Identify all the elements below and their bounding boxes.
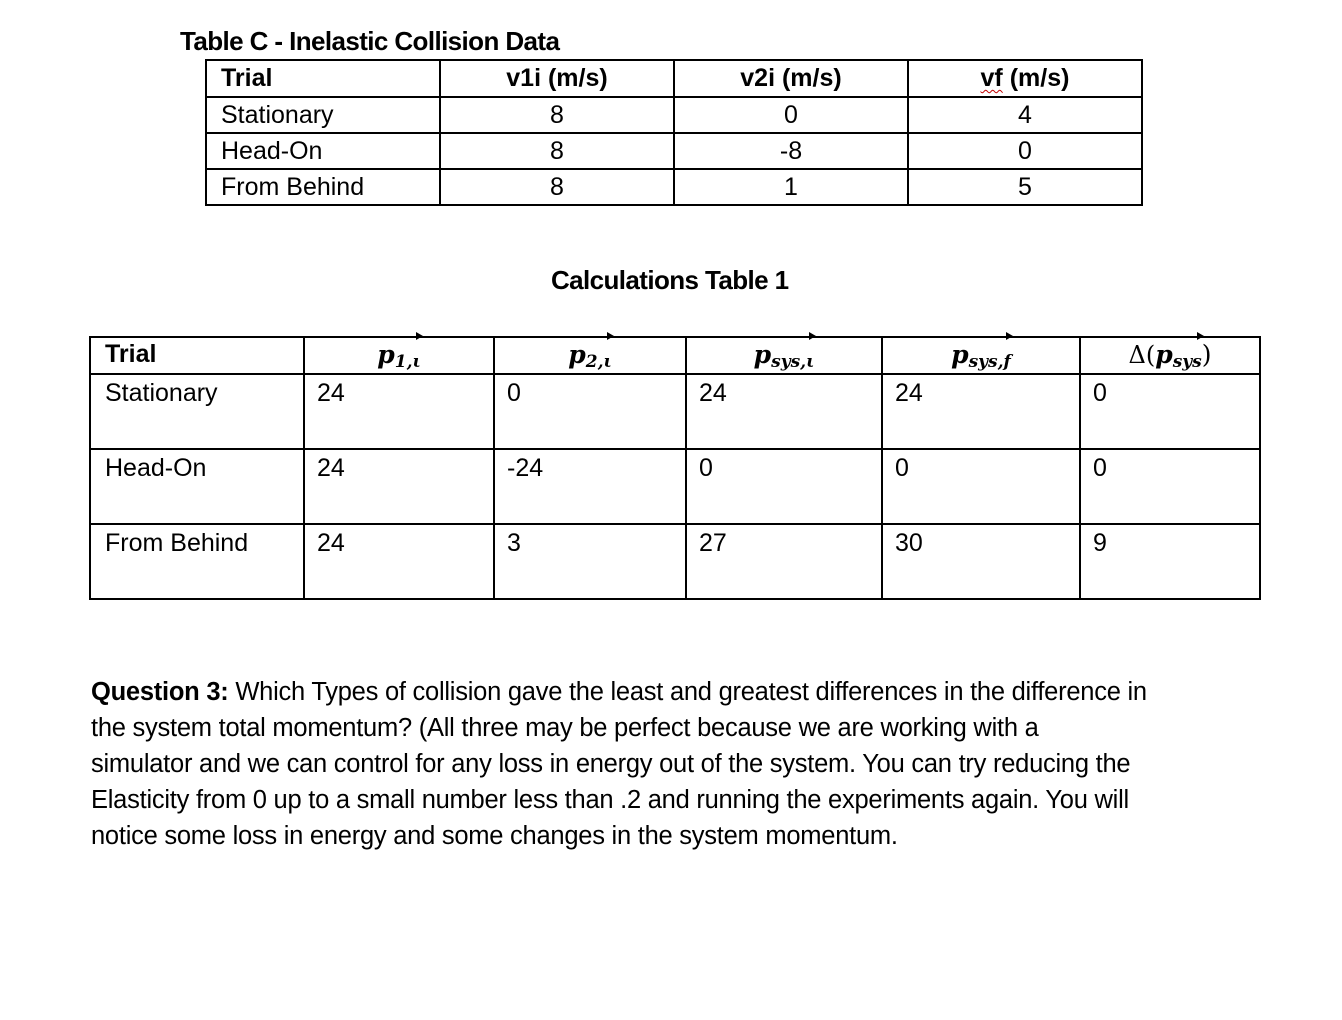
momentum-vector-p2i: [568, 342, 611, 371]
cell-p1i: 24: [304, 374, 494, 449]
momentum-vector-psys-i: [754, 342, 815, 371]
cell-psys-i: 0: [686, 449, 882, 524]
header-psys-i: [686, 337, 882, 374]
header-p1i: [304, 337, 494, 374]
calculations-table-1: [89, 336, 1261, 600]
cell-vf: 5: [908, 169, 1142, 205]
cell-psys-i: 24: [686, 374, 882, 449]
cell-delta-psys: 0: [1080, 374, 1260, 449]
header-vf: [908, 60, 1142, 97]
cell-p1i: 24: [304, 524, 494, 599]
calc-table-title: Calculations Table 1: [551, 265, 789, 295]
vector-arrow-icon: [951, 336, 1011, 337]
cell-vf: 4: [908, 97, 1142, 133]
cell-trial: Head-On: [90, 449, 304, 524]
spellcheck-underlined-vf: vf: [980, 64, 1003, 92]
table-c-header-row: [206, 60, 1142, 97]
momentum-vector-psys-f: [951, 342, 1011, 371]
cell-psys-i: 27: [686, 524, 882, 599]
table-row: [90, 374, 1260, 449]
table-row: [206, 97, 1142, 133]
subscript: 1,ι: [394, 352, 421, 372]
question-line: [91, 674, 1281, 710]
symbol-p: p: [568, 340, 586, 369]
cell-delta-psys: 9: [1080, 524, 1260, 599]
delta-symbol: Δ(: [1128, 341, 1156, 369]
subscript: sys: [1172, 352, 1202, 372]
cell-trial: From Behind: [206, 169, 440, 205]
symbol-p: p: [753, 340, 772, 369]
table-row: [206, 169, 1142, 205]
vector-arrow-icon: [568, 336, 611, 337]
cell-trial: Head-On: [206, 133, 440, 169]
cell-p2i: 3: [494, 524, 686, 599]
cell-v1i: 8: [440, 97, 674, 133]
cell-delta-psys: 0: [1080, 449, 1260, 524]
question-label: Question 3:: [91, 678, 229, 706]
header-delta-psys: [1080, 337, 1260, 374]
vector-arrow-icon: [377, 336, 420, 337]
calc-header-row: [90, 337, 1260, 374]
cell-p1i: 24: [304, 449, 494, 524]
header-psys-f: [882, 337, 1080, 374]
cell-v2i: 0: [674, 97, 908, 133]
symbol-p: p: [377, 340, 395, 369]
cell-vf: 0: [908, 133, 1142, 169]
header-trial: Trial: [206, 60, 440, 97]
cell-psys-f: 0: [882, 449, 1080, 524]
header-v2i: v2i (m/s): [674, 60, 908, 97]
header-trial: Trial: [90, 337, 304, 374]
cell-v2i: 1: [674, 169, 908, 205]
cell-p2i: -24: [494, 449, 686, 524]
momentum-vector-psys: [1155, 342, 1202, 371]
cell-trial: From Behind: [90, 524, 304, 599]
question-text: Which Types of collision gave the least and greatest differences in the difference in: [228, 678, 1147, 706]
momentum-vector-p1i: [377, 342, 420, 371]
cell-v1i: 8: [440, 133, 674, 169]
question-line: notice some loss in energy and some changes in the system momentum.: [91, 822, 898, 850]
table-row: [90, 524, 1260, 599]
subscript: 2,ι: [585, 352, 612, 372]
cell-trial: Stationary: [90, 374, 304, 449]
vector-arrow-icon: [754, 336, 815, 337]
cell-psys-f: 24: [882, 374, 1080, 449]
symbol-p: p: [951, 340, 969, 369]
subscript: sys,f: [968, 352, 1011, 372]
table-c-title: Table C - Inelastic Collision Data: [180, 26, 560, 56]
question-3-paragraph: [91, 674, 1281, 854]
cell-p2i: 0: [494, 374, 686, 449]
table-c-inelastic-collision-data: [205, 59, 1143, 206]
table-row: [90, 449, 1260, 524]
question-line: simulator and we can control for any loss in energy out of the system. You can try reducing the: [91, 750, 1131, 778]
vf-unit: (m/s): [1002, 64, 1070, 92]
table-row: [206, 133, 1142, 169]
cell-psys-f: 30: [882, 524, 1080, 599]
cell-v2i: -8: [674, 133, 908, 169]
header-p2i: [494, 337, 686, 374]
cell-trial: Stationary: [206, 97, 440, 133]
close-paren: ): [1201, 340, 1212, 369]
header-v1i: v1i (m/s): [440, 60, 674, 97]
cell-v1i: 8: [440, 169, 674, 205]
symbol-p: p: [1155, 340, 1173, 369]
question-line: Elasticity from 0 up to a small number less than .2 and running the experiments again. You will: [91, 786, 1129, 814]
subscript: sys,ι: [771, 352, 815, 372]
question-line: the system total momentum? (All three may be perfect because we are working with a: [91, 714, 1039, 742]
vector-arrow-icon: [1155, 336, 1202, 337]
